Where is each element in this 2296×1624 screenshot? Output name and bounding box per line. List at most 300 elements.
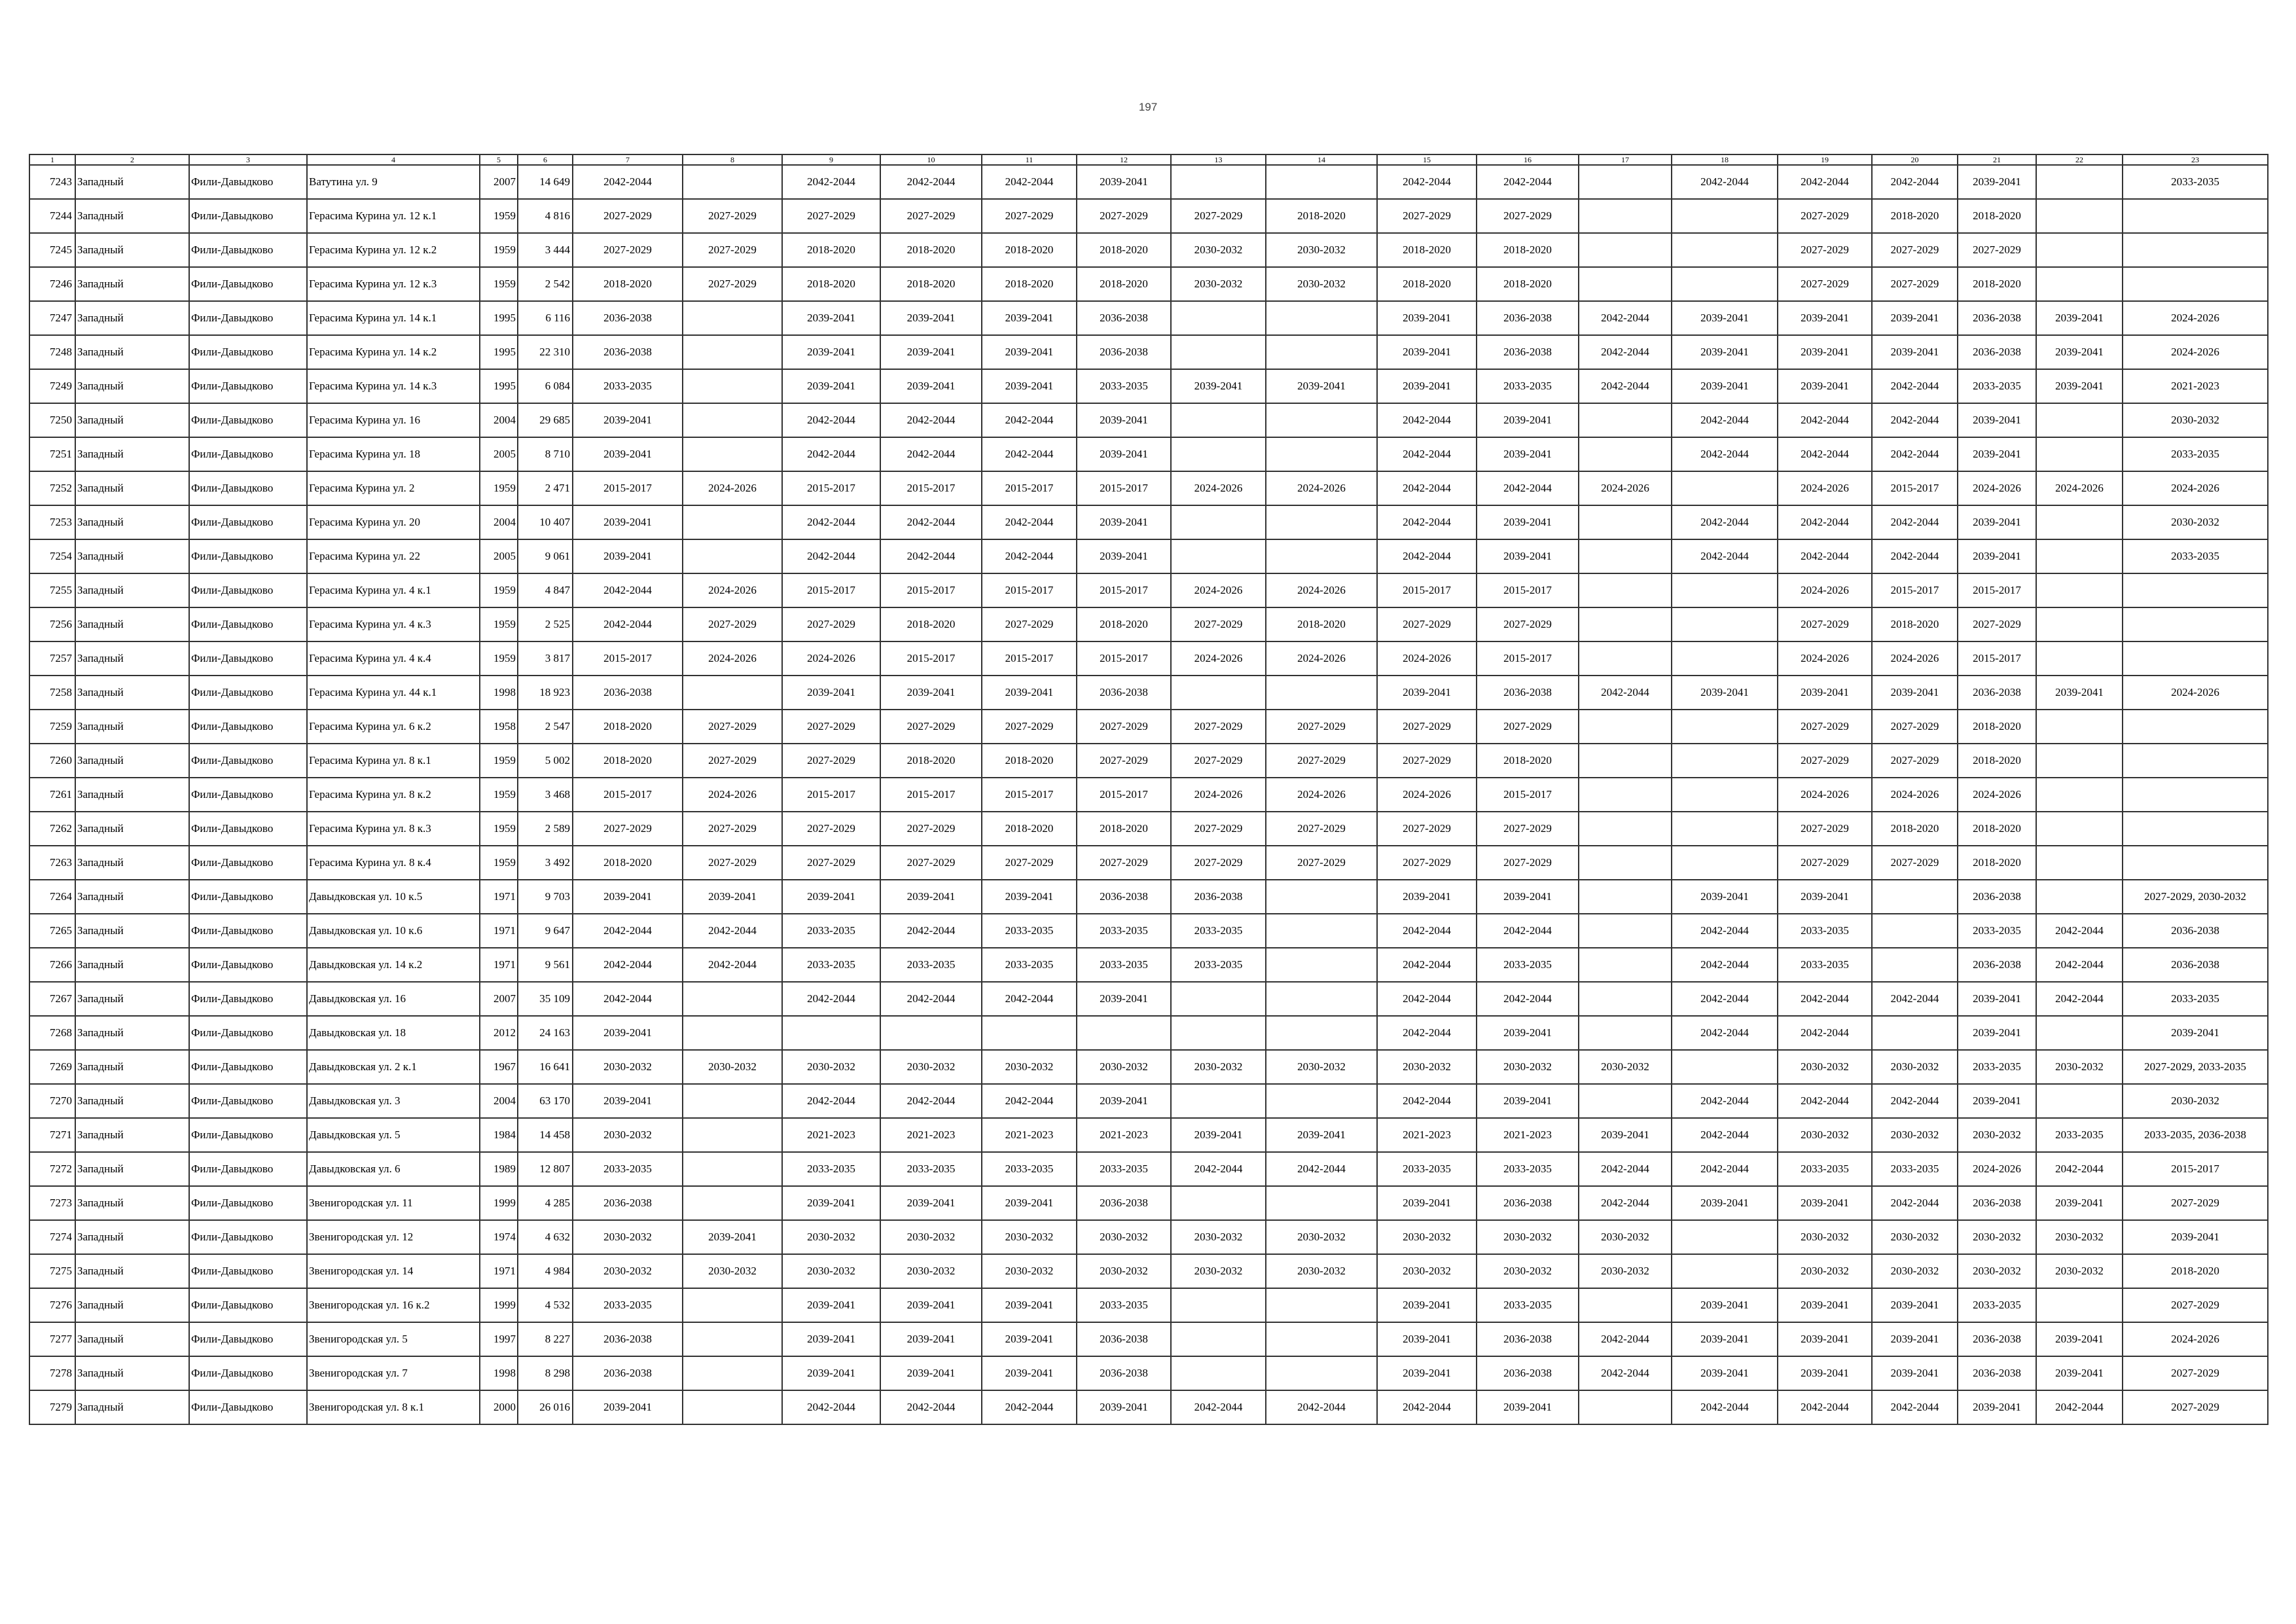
table-cell: 2027-2029 bbox=[1377, 607, 1477, 641]
table-cell: 2018-2020 bbox=[1477, 267, 1579, 301]
table-cell: Давыдковская ул. 6 bbox=[307, 1152, 480, 1186]
table-cell: Герасима Курина ул. 4 к.4 bbox=[307, 641, 480, 676]
table-cell: Западный bbox=[75, 1254, 189, 1288]
table-cell: 2039-2041 bbox=[1077, 1084, 1171, 1118]
table-cell bbox=[1579, 812, 1672, 846]
table-cell: Фили-Давыдково bbox=[189, 880, 307, 914]
table-cell: 2030-2032 bbox=[1872, 1254, 1958, 1288]
table-cell: Фили-Давыдково bbox=[189, 607, 307, 641]
table-cell: 2027-2029 bbox=[1171, 199, 1266, 233]
table-cell: 2027-2029 bbox=[1778, 812, 1872, 846]
table-cell: 7250 bbox=[29, 403, 75, 437]
table-cell: 2018-2020 bbox=[1958, 710, 2036, 744]
table-cell: 2027-2029 bbox=[573, 199, 683, 233]
table-cell: Западный bbox=[75, 539, 189, 573]
table-cell: 7267 bbox=[29, 982, 75, 1016]
table-cell bbox=[683, 1084, 782, 1118]
table-cell: 2036-2038 bbox=[1958, 335, 2036, 369]
table-cell: 2042-2044 bbox=[1778, 1084, 1872, 1118]
table-cell: Фили-Давыдково bbox=[189, 403, 307, 437]
table-cell: 2015-2017 bbox=[782, 573, 880, 607]
table-cell: 2036-2038 bbox=[1171, 880, 1266, 914]
table-cell: 2033-2035 bbox=[1171, 948, 1266, 982]
table-cell: 2039-2041 bbox=[683, 880, 782, 914]
table-cell: 2042-2044 bbox=[880, 914, 982, 948]
table-row bbox=[29, 539, 2268, 573]
table-cell bbox=[683, 676, 782, 710]
table-cell bbox=[683, 1152, 782, 1186]
table-row bbox=[29, 1220, 2268, 1254]
table-cell: 2042-2044 bbox=[782, 403, 880, 437]
table-cell: 2030-2032 bbox=[1171, 267, 1266, 301]
table-cell: 7246 bbox=[29, 267, 75, 301]
table-cell: 2039-2041 bbox=[1872, 676, 1958, 710]
table-cell bbox=[982, 1016, 1077, 1050]
table-cell: 2027-2029 bbox=[683, 233, 782, 267]
table-cell: Фили-Давыдково bbox=[189, 914, 307, 948]
table-cell: 2039-2041 bbox=[2036, 676, 2123, 710]
table-cell: Герасима Курина ул. 16 bbox=[307, 403, 480, 437]
table-cell: 2039-2041 bbox=[1672, 1186, 1778, 1220]
column-number-header: 1 bbox=[29, 154, 75, 165]
table-cell bbox=[1672, 1254, 1778, 1288]
table-cell: 2039-2041 bbox=[1171, 1118, 1266, 1152]
table-cell: 2027-2029 bbox=[880, 710, 982, 744]
table-cell bbox=[1171, 1186, 1266, 1220]
table-cell: Западный bbox=[75, 1016, 189, 1050]
table-cell: 2012 bbox=[480, 1016, 518, 1050]
table-cell: 2042-2044 bbox=[1377, 437, 1477, 471]
table-cell: Фили-Давыдково bbox=[189, 1390, 307, 1424]
table-cell: 2042-2044 bbox=[1872, 539, 1958, 573]
table-row bbox=[29, 505, 2268, 539]
table-cell: 2036-2038 bbox=[573, 1322, 683, 1356]
table-row bbox=[29, 233, 2268, 267]
table-cell: 2027-2029 bbox=[1778, 744, 1872, 778]
table-row bbox=[29, 199, 2268, 233]
table-row bbox=[29, 267, 2268, 301]
table-cell: 2042-2044 bbox=[1377, 1390, 1477, 1424]
table-cell: 7255 bbox=[29, 573, 75, 607]
table-cell: 2027-2029 bbox=[683, 710, 782, 744]
table-cell bbox=[1266, 948, 1377, 982]
table-cell: 6 116 bbox=[518, 301, 573, 335]
table-cell: 2015-2017 bbox=[782, 778, 880, 812]
table-cell: 2042-2044 bbox=[1377, 471, 1477, 505]
table-cell: 2042-2044 bbox=[1778, 539, 1872, 573]
table-cell: 2027-2029 bbox=[1266, 812, 1377, 846]
table-cell: 1995 bbox=[480, 369, 518, 403]
table-cell: 2018-2020 bbox=[1958, 199, 2036, 233]
table-cell: 2018-2020 bbox=[1477, 744, 1579, 778]
table-cell: 2042-2044 bbox=[1672, 948, 1778, 982]
table-cell: 2033-2035 bbox=[1477, 1152, 1579, 1186]
column-number-header: 23 bbox=[2123, 154, 2268, 165]
table-cell: 2039-2041 bbox=[683, 1220, 782, 1254]
table-cell bbox=[1579, 199, 1672, 233]
table-cell: 2027-2029 bbox=[982, 607, 1077, 641]
table-cell: Фили-Давыдково bbox=[189, 437, 307, 471]
table-cell bbox=[2036, 1288, 2123, 1322]
table-cell: 2030-2032 bbox=[1872, 1220, 1958, 1254]
table-cell: 2027-2029 bbox=[683, 607, 782, 641]
table-cell: 2015-2017 bbox=[880, 471, 982, 505]
table-cell: 7276 bbox=[29, 1288, 75, 1322]
table-cell: 4 984 bbox=[518, 1254, 573, 1288]
table-cell: 2039-2041 bbox=[1171, 369, 1266, 403]
table-cell: 18 923 bbox=[518, 676, 573, 710]
table-cell: 2030-2032 bbox=[1377, 1050, 1477, 1084]
table-cell bbox=[1672, 710, 1778, 744]
table-cell: 2015-2017 bbox=[1872, 573, 1958, 607]
table-cell: 2042-2044 bbox=[1377, 914, 1477, 948]
table-cell: 2042-2044 bbox=[1579, 1322, 1672, 1356]
table-cell bbox=[1872, 880, 1958, 914]
table-cell: 2039-2041 bbox=[982, 369, 1077, 403]
table-cell bbox=[1266, 676, 1377, 710]
table-cell: 2030-2032 bbox=[982, 1220, 1077, 1254]
table-cell bbox=[1579, 982, 1672, 1016]
table-cell: 2027-2029 bbox=[1872, 710, 1958, 744]
table-cell: 2039-2041 bbox=[982, 676, 1077, 710]
table-cell: 1999 bbox=[480, 1288, 518, 1322]
table-cell: 7266 bbox=[29, 948, 75, 982]
table-cell: 2042-2044 bbox=[880, 982, 982, 1016]
table-cell bbox=[1579, 1390, 1672, 1424]
table-cell: 2039-2041 bbox=[782, 301, 880, 335]
table-cell: 2030-2032 bbox=[2036, 1050, 2123, 1084]
table-cell bbox=[1171, 165, 1266, 199]
table-cell: 2027-2029 bbox=[880, 199, 982, 233]
table-cell: 2042-2044 bbox=[880, 505, 982, 539]
table-cell: 2021-2023 bbox=[880, 1118, 982, 1152]
table-cell: 2024-2026 bbox=[2123, 335, 2268, 369]
table-cell: 2042-2044 bbox=[2036, 948, 2123, 982]
table-cell bbox=[1579, 267, 1672, 301]
table-cell: 2030-2032 bbox=[880, 1050, 982, 1084]
table-cell: 1971 bbox=[480, 914, 518, 948]
table-cell: 2021-2023 bbox=[1477, 1118, 1579, 1152]
table-cell: 2039-2041 bbox=[1477, 539, 1579, 573]
table-cell: Западный bbox=[75, 607, 189, 641]
table-cell: 2015-2017 bbox=[573, 778, 683, 812]
table-cell: 2036-2038 bbox=[1958, 1356, 2036, 1390]
table-cell: 2039-2041 bbox=[880, 676, 982, 710]
table-cell bbox=[683, 539, 782, 573]
table-cell: Давыдковская ул. 10 к.5 bbox=[307, 880, 480, 914]
table-cell: 2036-2038 bbox=[1077, 1356, 1171, 1390]
table-cell: 2030-2032 bbox=[2036, 1254, 2123, 1288]
table-cell: Западный bbox=[75, 1356, 189, 1390]
column-number-header: 5 bbox=[480, 154, 518, 165]
table-cell: 2018-2020 bbox=[1477, 233, 1579, 267]
table-cell: 2018-2020 bbox=[1958, 812, 2036, 846]
table-cell: 1998 bbox=[480, 676, 518, 710]
table-row bbox=[29, 744, 2268, 778]
table-cell: Герасима Курина ул. 2 bbox=[307, 471, 480, 505]
table-cell: 2042-2044 bbox=[880, 539, 982, 573]
table-cell: Герасима Курина ул. 4 к.1 bbox=[307, 573, 480, 607]
table-cell: 1997 bbox=[480, 1322, 518, 1356]
table-cell: 2018-2020 bbox=[1266, 199, 1377, 233]
table-row bbox=[29, 437, 2268, 471]
table-cell bbox=[1266, 1186, 1377, 1220]
table-cell: 2039-2041 bbox=[1672, 1322, 1778, 1356]
table-cell bbox=[1579, 914, 1672, 948]
table-cell bbox=[683, 165, 782, 199]
table-cell: Звенигородская ул. 7 bbox=[307, 1356, 480, 1390]
table-cell: Фили-Давыдково bbox=[189, 982, 307, 1016]
table-cell: Западный bbox=[75, 165, 189, 199]
table-cell: Западный bbox=[75, 710, 189, 744]
table-cell: 2039-2041 bbox=[1266, 369, 1377, 403]
table-cell: 8 227 bbox=[518, 1322, 573, 1356]
table-cell bbox=[1171, 301, 1266, 335]
page-number: 197 bbox=[1138, 101, 1158, 113]
table-cell: 2033-2035 bbox=[1171, 914, 1266, 948]
table-cell: 2033-2035 bbox=[573, 1288, 683, 1322]
table-cell: Западный bbox=[75, 948, 189, 982]
table-cell: 2039-2041 bbox=[573, 1084, 683, 1118]
table-cell: 2039-2041 bbox=[1477, 1084, 1579, 1118]
table-cell: 2039-2041 bbox=[573, 437, 683, 471]
table-cell: 2030-2032 bbox=[1266, 267, 1377, 301]
table-cell: 2015-2017 bbox=[1077, 573, 1171, 607]
table-cell bbox=[1171, 1322, 1266, 1356]
table-cell: 2030-2032 bbox=[1377, 1254, 1477, 1288]
table-row bbox=[29, 710, 2268, 744]
table-cell bbox=[1266, 1356, 1377, 1390]
table-row bbox=[29, 1356, 2268, 1390]
table-cell: Герасима Курина ул. 44 к.1 bbox=[307, 676, 480, 710]
table-cell: 4 285 bbox=[518, 1186, 573, 1220]
table-cell: 2030-2032 bbox=[1077, 1254, 1171, 1288]
table-cell: 2039-2041 bbox=[1958, 505, 2036, 539]
table-cell: 2030-2032 bbox=[1958, 1220, 2036, 1254]
table-cell: 2030-2032 bbox=[1579, 1220, 1672, 1254]
table-cell: Западный bbox=[75, 1118, 189, 1152]
table-cell: 2015-2017 bbox=[880, 573, 982, 607]
table-cell: 2021-2023 bbox=[2123, 369, 2268, 403]
table-cell: 2030-2032 bbox=[1477, 1220, 1579, 1254]
table-cell: 9 647 bbox=[518, 914, 573, 948]
table-cell bbox=[1579, 165, 1672, 199]
table-cell: 2039-2041 bbox=[1672, 1288, 1778, 1322]
table-cell: 7245 bbox=[29, 233, 75, 267]
table-cell: Западный bbox=[75, 744, 189, 778]
table-cell: Герасима Курина ул. 8 к.2 bbox=[307, 778, 480, 812]
table-cell: 2039-2041 bbox=[1377, 301, 1477, 335]
table-cell: 6 084 bbox=[518, 369, 573, 403]
table-cell bbox=[1672, 573, 1778, 607]
table-cell: 2030-2032 bbox=[1171, 1220, 1266, 1254]
table-cell: 2039-2041 bbox=[1672, 676, 1778, 710]
table-cell: 2036-2038 bbox=[1077, 301, 1171, 335]
table-cell: 2042-2044 bbox=[782, 437, 880, 471]
table-cell: 2036-2038 bbox=[1477, 1186, 1579, 1220]
table-cell: 2039-2041 bbox=[1077, 505, 1171, 539]
table-cell: 2039-2041 bbox=[1672, 880, 1778, 914]
table-cell: Западный bbox=[75, 199, 189, 233]
table-row bbox=[29, 369, 2268, 403]
table-cell: 2015-2017 bbox=[1077, 778, 1171, 812]
table-cell: 2033-2035 bbox=[982, 1152, 1077, 1186]
table-cell: Западный bbox=[75, 914, 189, 948]
table-cell bbox=[1579, 233, 1672, 267]
table-cell bbox=[2036, 437, 2123, 471]
table-cell: 2039-2041 bbox=[1958, 539, 2036, 573]
table-cell: 14 649 bbox=[518, 165, 573, 199]
column-number-header: 20 bbox=[1872, 154, 1958, 165]
table-cell: Западный bbox=[75, 846, 189, 880]
column-number-header: 6 bbox=[518, 154, 573, 165]
table-cell: 2030-2032 bbox=[782, 1254, 880, 1288]
table-cell: 2015-2017 bbox=[1377, 573, 1477, 607]
table-cell: 2036-2038 bbox=[1077, 1322, 1171, 1356]
table-row bbox=[29, 676, 2268, 710]
table-row bbox=[29, 948, 2268, 982]
table-cell: 1959 bbox=[480, 233, 518, 267]
table-cell: 2033-2035 bbox=[1872, 1152, 1958, 1186]
table-cell: Западный bbox=[75, 505, 189, 539]
table-cell: 7278 bbox=[29, 1356, 75, 1390]
table-cell: Герасима Курина ул. 14 к.3 bbox=[307, 369, 480, 403]
table-cell: 2030-2032 bbox=[982, 1254, 1077, 1288]
table-cell bbox=[1579, 573, 1672, 607]
table-cell: 2042-2044 bbox=[1672, 403, 1778, 437]
table-cell: Фили-Давыдково bbox=[189, 301, 307, 335]
column-number-header: 12 bbox=[1077, 154, 1171, 165]
table-cell: 2027-2029 bbox=[1477, 846, 1579, 880]
table-cell: 2042-2044 bbox=[1171, 1390, 1266, 1424]
table-cell: 2030-2032 bbox=[2123, 403, 2268, 437]
table-cell: 16 641 bbox=[518, 1050, 573, 1084]
table-cell: 2042-2044 bbox=[1579, 676, 1672, 710]
table-cell: 2033-2035 bbox=[1077, 914, 1171, 948]
table-cell: 7244 bbox=[29, 199, 75, 233]
table-cell: 7263 bbox=[29, 846, 75, 880]
table-cell: 2015-2017 bbox=[982, 573, 1077, 607]
table-cell: 2030-2032 bbox=[1077, 1220, 1171, 1254]
table-cell: 1967 bbox=[480, 1050, 518, 1084]
table-cell: 2015-2017 bbox=[880, 641, 982, 676]
table-cell: 7249 bbox=[29, 369, 75, 403]
table-cell: 2039-2041 bbox=[1958, 437, 2036, 471]
table-cell: 2039-2041 bbox=[1579, 1118, 1672, 1152]
table-cell: Фили-Давыдково bbox=[189, 676, 307, 710]
table-cell: 2039-2041 bbox=[1377, 1288, 1477, 1322]
table-cell: 7279 bbox=[29, 1390, 75, 1424]
table-row bbox=[29, 1152, 2268, 1186]
table-cell: 2042-2044 bbox=[1778, 1016, 1872, 1050]
table-cell: 2042-2044 bbox=[782, 165, 880, 199]
table-cell: 2033-2035 bbox=[573, 369, 683, 403]
table-cell: 7269 bbox=[29, 1050, 75, 1084]
table-cell: 1974 bbox=[480, 1220, 518, 1254]
table-cell: 7273 bbox=[29, 1186, 75, 1220]
table-cell: 2024-2026 bbox=[2036, 471, 2123, 505]
table-cell: 2027-2029 bbox=[683, 267, 782, 301]
table-cell: 2004 bbox=[480, 505, 518, 539]
table-cell: 2018-2020 bbox=[1266, 607, 1377, 641]
table-cell: 2039-2041 bbox=[880, 880, 982, 914]
table-cell: 2039-2041 bbox=[2036, 1186, 2123, 1220]
table-cell bbox=[1579, 505, 1672, 539]
table-cell: 2030-2032 bbox=[2123, 505, 2268, 539]
table-cell: 2027-2029 bbox=[2123, 1186, 2268, 1220]
table-cell: 2018-2020 bbox=[2123, 1254, 2268, 1288]
table-cell: 2042-2044 bbox=[1579, 1356, 1672, 1390]
table-cell: Западный bbox=[75, 1288, 189, 1322]
column-number-header: 18 bbox=[1672, 154, 1778, 165]
table-cell bbox=[1266, 539, 1377, 573]
table-cell: 2021-2023 bbox=[1077, 1118, 1171, 1152]
table-cell bbox=[1266, 1288, 1377, 1322]
table-cell: 2036-2038 bbox=[573, 1186, 683, 1220]
table-cell bbox=[2123, 710, 2268, 744]
table-cell: 2036-2038 bbox=[1077, 1186, 1171, 1220]
table-cell: 2024-2026 bbox=[1266, 573, 1377, 607]
table-cell bbox=[683, 1390, 782, 1424]
table-cell bbox=[1266, 403, 1377, 437]
table-cell: 2039-2041 bbox=[1377, 676, 1477, 710]
table-cell: 2039-2041 bbox=[782, 1288, 880, 1322]
table-cell bbox=[1672, 471, 1778, 505]
table-cell: 2027-2029 bbox=[1778, 846, 1872, 880]
table-cell: 2039-2041 bbox=[1477, 880, 1579, 914]
table-cell: 7277 bbox=[29, 1322, 75, 1356]
table-cell: 2027-2029 bbox=[782, 710, 880, 744]
table-cell: 7260 bbox=[29, 744, 75, 778]
table-cell: 2027-2029, 2033-2035 bbox=[2123, 1050, 2268, 1084]
table-cell: 2015-2017 bbox=[1872, 471, 1958, 505]
table-cell bbox=[1077, 1016, 1171, 1050]
table-cell bbox=[2123, 573, 2268, 607]
table-cell bbox=[1266, 880, 1377, 914]
table-cell: 2018-2020 bbox=[982, 812, 1077, 846]
table-cell: Западный bbox=[75, 1050, 189, 1084]
table-cell: 2036-2038 bbox=[1958, 880, 2036, 914]
table-cell: 2027-2029 bbox=[1077, 710, 1171, 744]
table-cell: 2027-2029 bbox=[982, 710, 1077, 744]
table-cell bbox=[683, 369, 782, 403]
table-cell: 2039-2041 bbox=[782, 1356, 880, 1390]
table-cell bbox=[1672, 1050, 1778, 1084]
table-cell: 1999 bbox=[480, 1186, 518, 1220]
table-cell: 2024-2026 bbox=[1778, 778, 1872, 812]
table-cell: 2027-2029, 2030-2032 bbox=[2123, 880, 2268, 914]
table-cell bbox=[1579, 641, 1672, 676]
table-cell: 2042-2044 bbox=[782, 1390, 880, 1424]
table-cell: Фили-Давыдково bbox=[189, 1356, 307, 1390]
table-cell: 7258 bbox=[29, 676, 75, 710]
table-cell: 2039-2041 bbox=[1477, 1390, 1579, 1424]
table-cell: 7271 bbox=[29, 1118, 75, 1152]
table-cell bbox=[1579, 948, 1672, 982]
table-cell: 2018-2020 bbox=[573, 846, 683, 880]
table-cell: 2018-2020 bbox=[1077, 607, 1171, 641]
table-cell: 2039-2041 bbox=[782, 335, 880, 369]
table-cell: Фили-Давыдково bbox=[189, 812, 307, 846]
column-number-header: 21 bbox=[1958, 154, 2036, 165]
table-cell bbox=[1579, 1288, 1672, 1322]
table-cell bbox=[2036, 812, 2123, 846]
table-cell: Фили-Давыдково bbox=[189, 165, 307, 199]
table-cell: 2042-2044 bbox=[1377, 982, 1477, 1016]
table-cell: 2039-2041 bbox=[1872, 1288, 1958, 1322]
table-cell: 2015-2017 bbox=[982, 471, 1077, 505]
table-cell: Фили-Давыдково bbox=[189, 1186, 307, 1220]
